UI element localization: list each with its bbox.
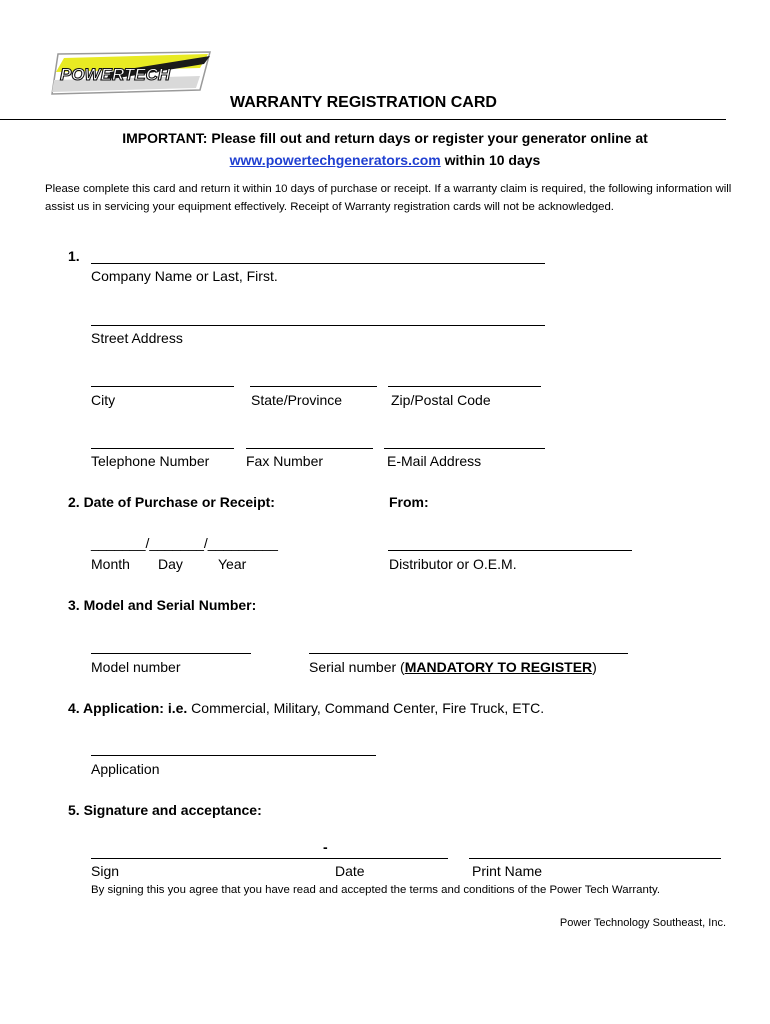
within-days-text: within 10 days [440, 152, 541, 168]
section-4-heading [68, 700, 544, 716]
header-divider [0, 119, 726, 120]
telephone-label: Telephone Number [91, 453, 210, 469]
distributor-label: Distributor or O.E.M. [389, 556, 517, 572]
application-field[interactable] [91, 755, 376, 756]
distributor-field[interactable] [388, 550, 632, 551]
powertech-logo [50, 50, 214, 96]
model-number-field[interactable] [91, 653, 251, 654]
intro-paragraph: Please complete this card and return it within 10 days of purchase or receipt. If a warranty claim is required, the following information will assist us in servicing your equipment effectively. Receipt of Warranty registration cards will not be acknowledged. [45, 183, 732, 213]
fax-field[interactable] [246, 448, 373, 449]
agreement-text: By signing this you agree that you have read and accepted the terms and conditions of the Power Tech Warranty. [91, 884, 661, 896]
print-name-label: Print Name [472, 863, 543, 879]
model-number-label: Model number [91, 659, 181, 675]
section-1-number: 1. [68, 248, 80, 264]
mandatory-note: MANDATORY TO REGISTER [404, 659, 593, 675]
serial-number-label [309, 659, 597, 675]
fax-label: Fax Number [246, 453, 324, 469]
application-label: Application [91, 761, 160, 777]
zip-field[interactable] [388, 386, 541, 387]
street-address-field[interactable] [91, 325, 545, 326]
email-label: E-Mail Address [387, 453, 482, 469]
important-notice: IMPORTANT: Please fill out and return days or register your generator online at [122, 130, 648, 146]
date-label: Date [335, 863, 365, 879]
serial-label-suffix: ) [592, 659, 597, 675]
purchase-date-field[interactable]: _______/_______/_________ [91, 535, 278, 551]
page-title: WARRANTY REGISTRATION CARD [230, 94, 497, 111]
section-4-examples: Commercial, Military, Command Center, Fire Truck, ETC. [187, 700, 545, 716]
day-label: Day [158, 556, 183, 572]
logo-wordmark: POWERTECH [60, 65, 171, 84]
important-notice-line2 [0, 152, 770, 168]
email-field[interactable] [384, 448, 545, 449]
street-address-label: Street Address [91, 330, 183, 346]
section-5-heading: 5. Signature and acceptance: [68, 802, 262, 818]
website-link[interactable]: www.powertechgenerators.com [229, 152, 441, 168]
section-3-heading: 3. Model and Serial Number: [68, 597, 257, 613]
section-2-heading: 2. Date of Purchase or Receipt: [68, 494, 275, 510]
section-4-heading-bold: 4. Application: i.e. [68, 700, 188, 716]
serial-label-prefix: Serial number ( [309, 659, 405, 675]
print-name-field[interactable] [469, 858, 721, 859]
zip-label: Zip/Postal Code [391, 392, 491, 408]
company-name-label: Company Name or Last, First. [91, 268, 278, 284]
telephone-field[interactable] [91, 448, 234, 449]
company-footer: Power Technology Southeast, Inc. [559, 917, 726, 929]
company-name-field[interactable] [91, 263, 545, 264]
sign-date-field[interactable] [326, 858, 448, 859]
year-label: Year [218, 556, 247, 572]
sign-label: Sign [91, 863, 120, 879]
city-label: City [91, 392, 116, 408]
serial-number-field[interactable] [309, 653, 628, 654]
city-field[interactable] [91, 386, 234, 387]
from-label: From: [389, 494, 429, 510]
date-separator: - [323, 839, 328, 855]
month-label: Month [91, 556, 130, 572]
state-field[interactable] [250, 386, 377, 387]
signature-field[interactable] [91, 858, 326, 859]
state-label: State/Province [251, 392, 343, 408]
